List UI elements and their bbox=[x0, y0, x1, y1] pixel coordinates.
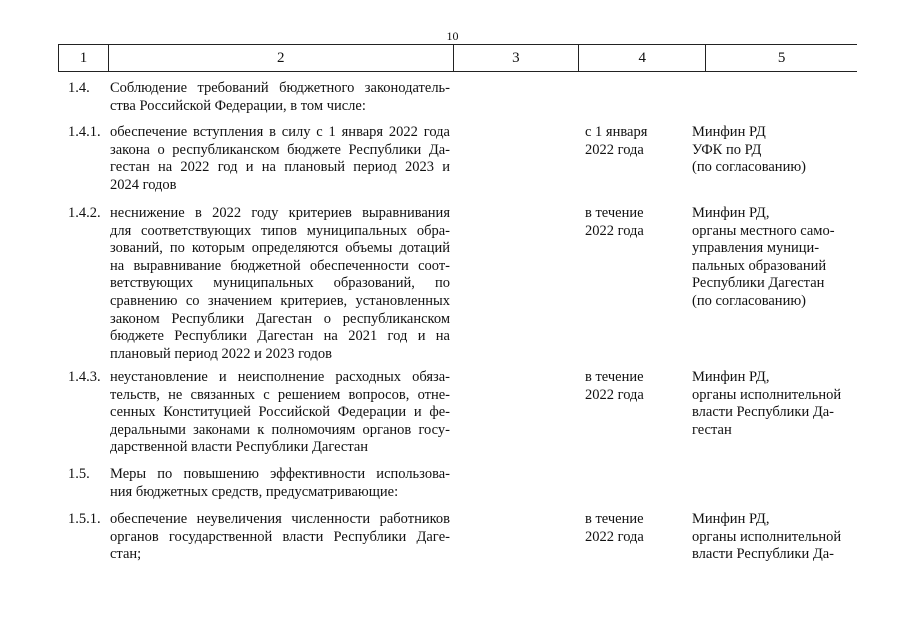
row-date-line: в течение bbox=[585, 369, 644, 385]
row-responsible-line: Минфин РД, bbox=[692, 511, 770, 527]
row-text bbox=[110, 80, 450, 115]
row-text-line: бюджете Республики Дагестан на 2021 год и на bbox=[110, 328, 450, 345]
row-responsible-line: органы местного само- bbox=[692, 222, 835, 239]
row-date bbox=[585, 369, 685, 404]
row-responsible-line: Минфин РД, bbox=[692, 369, 770, 385]
row-responsible-line: власти Республики Да- bbox=[692, 546, 835, 563]
header-col-4: 4 bbox=[579, 45, 706, 71]
row-text-line: законом Республики Дагестан о республиканском bbox=[110, 310, 450, 327]
table-header bbox=[58, 44, 857, 72]
row-text-line: дарственной власти Республики Дагестан bbox=[110, 439, 369, 456]
row-responsible-line: власти Республики Да- bbox=[692, 404, 835, 421]
row-date bbox=[585, 205, 685, 240]
row-date-line: в течение bbox=[585, 205, 644, 221]
row-number: 1.5.1. bbox=[68, 511, 101, 527]
row-text bbox=[110, 466, 450, 501]
row-text-line: тельств, не связанных с решением вопросов, отне- bbox=[110, 386, 450, 403]
row-number: 1.4.2. bbox=[68, 205, 101, 221]
row-text-line: ства Российской Федерации, в том числе: bbox=[110, 97, 366, 114]
row-responsible bbox=[692, 369, 852, 439]
header-col-1: 1 bbox=[59, 45, 109, 71]
row-text-line: сенных Конституцией Российской Федерации и фе- bbox=[110, 404, 450, 421]
row-text-line: плановый период 2022 и 2023 годов bbox=[110, 345, 332, 362]
row-text-line: Меры по повышению эффективности использова- bbox=[110, 466, 450, 482]
row-number: 1.4.3. bbox=[68, 369, 101, 385]
row-text bbox=[110, 124, 450, 194]
row-text-line: обеспечение неувеличения численности работников bbox=[110, 511, 450, 527]
row-date-line: 2022 года bbox=[585, 222, 644, 239]
row-responsible bbox=[692, 124, 852, 177]
row-date bbox=[585, 511, 685, 546]
row-responsible-line: (по согласованию) bbox=[692, 159, 806, 176]
page-number: 10 bbox=[446, 29, 459, 43]
row-responsible-line: Республики Дагестан bbox=[692, 275, 825, 292]
row-date-line: в течение bbox=[585, 511, 644, 527]
row-text-line: обеспечение вступления в силу с 1 января 2022 года bbox=[110, 124, 450, 140]
row-date bbox=[585, 124, 685, 159]
row-text-line: гестан на 2022 год и на плановый период 2023 и bbox=[110, 159, 450, 176]
row-responsible-line: органы исполнительной bbox=[692, 386, 842, 403]
row-responsible-line: управления муници- bbox=[692, 240, 820, 257]
row-text-line: деральными законами к полномочиям органов госу- bbox=[110, 421, 450, 438]
row-date-line: 2022 года bbox=[585, 386, 644, 403]
row-text-line: 2024 годов bbox=[110, 176, 177, 193]
row-responsible-line: УФК по РД bbox=[692, 141, 762, 158]
row-number: 1.5. bbox=[68, 466, 90, 482]
row-text-line: сравнению со значением критериев, установленных bbox=[110, 292, 450, 309]
row-number: 1.4. bbox=[68, 80, 90, 96]
row-date-line: 2022 года bbox=[585, 528, 644, 545]
row-text-line: Соблюдение требований бюджетного законодатель- bbox=[110, 80, 450, 96]
row-responsible-line: пальных образований bbox=[692, 257, 827, 274]
row-number: 1.4.1. bbox=[68, 124, 101, 140]
row-responsible-line: Минфин РД, bbox=[692, 205, 770, 221]
row-text-line: для соответствующих типов муниципальных обра- bbox=[110, 222, 450, 239]
row-responsible-line: органы исполнительной bbox=[692, 528, 842, 545]
row-text-line: стан; bbox=[110, 546, 142, 563]
row-text-line: закона о республиканском бюджете Республики Да- bbox=[110, 141, 450, 158]
row-responsible bbox=[692, 511, 852, 564]
row-text-line: неустановление и неисполнение расходных обяза- bbox=[110, 369, 450, 385]
row-responsible-line: гестан bbox=[692, 421, 732, 438]
row-responsible bbox=[692, 205, 852, 311]
row-date-line: с 1 января bbox=[585, 124, 648, 140]
row-text-line: неснижение в 2022 году критериев выравнивания bbox=[110, 205, 450, 221]
row-responsible-line: (по согласованию) bbox=[692, 292, 806, 309]
header-col-3: 3 bbox=[454, 45, 580, 71]
row-text-line: на выравнивание бюджетной обеспеченности соот- bbox=[110, 257, 450, 274]
row-text bbox=[110, 205, 450, 363]
header-col-5: 5 bbox=[777, 49, 786, 66]
row-text-line: зований, по которым определяются объемы дотаций bbox=[110, 240, 450, 257]
row-text-line: органов государственной власти Республики Дагe- bbox=[110, 528, 450, 545]
row-text bbox=[110, 369, 450, 457]
row-text-line: ветствующих муниципальных образований, по bbox=[110, 275, 450, 292]
header-col-2: 2 bbox=[109, 45, 454, 71]
row-responsible-line: Минфин РД bbox=[692, 124, 766, 140]
row-date-line: 2022 года bbox=[585, 141, 644, 158]
row-text bbox=[110, 511, 450, 564]
row-text-line: ния бюджетных средств, предусматривающие: bbox=[110, 483, 399, 500]
